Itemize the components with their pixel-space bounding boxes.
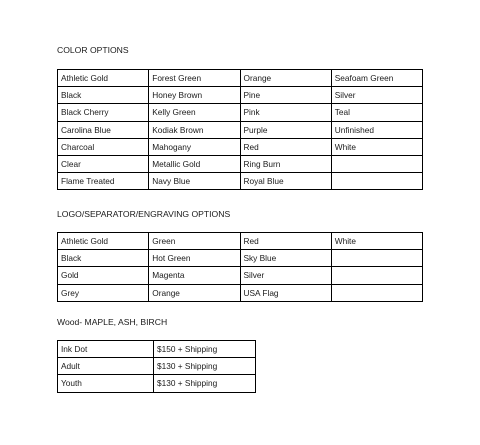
- table-cell: $130 + Shipping: [154, 358, 256, 375]
- table-cell: Athletic Gold: [58, 70, 149, 87]
- table-cell: White: [331, 138, 422, 155]
- table-cell: Unfinished: [331, 121, 422, 138]
- table-cell: Green: [149, 233, 240, 250]
- table-cell: Clear: [58, 155, 149, 172]
- color-options-heading: COLOR OPTIONS: [57, 45, 129, 55]
- table-row: [58, 155, 423, 172]
- table-cell: Silver: [331, 87, 422, 104]
- table-row: [58, 284, 423, 301]
- table-cell: [331, 284, 422, 301]
- table-cell: [331, 155, 422, 172]
- table-row: [58, 375, 256, 392]
- table-cell: Metallic Gold: [149, 155, 240, 172]
- table-cell: Navy Blue: [149, 173, 240, 190]
- color-options-table: [57, 69, 423, 190]
- table-cell: Kodiak Brown: [149, 121, 240, 138]
- table-cell: Carolina Blue: [58, 121, 149, 138]
- logo-options-heading: LOGO/SEPARATOR/ENGRAVING OPTIONS: [57, 209, 231, 219]
- logo-options-body: [58, 233, 423, 302]
- table-cell: Black: [58, 87, 149, 104]
- table-cell: USA Flag: [240, 284, 331, 301]
- table-cell: Kelly Green: [149, 104, 240, 121]
- table-cell: $130 + Shipping: [154, 375, 256, 392]
- price-body: [58, 341, 256, 393]
- table-cell: [331, 173, 422, 190]
- table-cell: Athletic Gold: [58, 233, 149, 250]
- table-cell: Honey Brown: [149, 87, 240, 104]
- table-cell: Pink: [240, 104, 331, 121]
- table-cell: Ring Burn: [240, 155, 331, 172]
- table-cell: Mahogany: [149, 138, 240, 155]
- table-cell: Gold: [58, 267, 149, 284]
- table-cell: Sky Blue: [240, 250, 331, 267]
- table-cell: Grey: [58, 284, 149, 301]
- table-cell: Red: [240, 138, 331, 155]
- table-cell: Charcoal: [58, 138, 149, 155]
- table-cell: Royal Blue: [240, 173, 331, 190]
- table-cell: Forest Green: [149, 70, 240, 87]
- table-cell: Black Cherry: [58, 104, 149, 121]
- table-cell: Seafoam Green: [331, 70, 422, 87]
- table-cell: Flame Treated: [58, 173, 149, 190]
- table-cell: $150 + Shipping: [154, 341, 256, 358]
- table-row: [58, 70, 423, 87]
- table-cell: Purple: [240, 121, 331, 138]
- wood-types-heading: Wood- MAPLE, ASH, BIRCH: [57, 317, 168, 327]
- table-row: [58, 121, 423, 138]
- table-row: [58, 173, 423, 190]
- table-cell: White: [331, 233, 422, 250]
- table-cell: Teal: [331, 104, 422, 121]
- table-cell: Red: [240, 233, 331, 250]
- table-cell: Black: [58, 250, 149, 267]
- table-row: [58, 233, 423, 250]
- table-cell: Silver: [240, 267, 331, 284]
- table-row: [58, 138, 423, 155]
- table-cell: [331, 250, 422, 267]
- table-cell: Youth: [58, 375, 154, 392]
- table-row: [58, 267, 423, 284]
- table-row: [58, 358, 256, 375]
- table-row: [58, 104, 423, 121]
- table-cell: Orange: [240, 70, 331, 87]
- logo-options-table: [57, 232, 423, 302]
- table-cell: Hot Green: [149, 250, 240, 267]
- price-table: [57, 340, 256, 393]
- table-row: [58, 87, 423, 104]
- table-cell: [331, 267, 422, 284]
- table-cell: Pine: [240, 87, 331, 104]
- table-cell: Magenta: [149, 267, 240, 284]
- table-row: [58, 341, 256, 358]
- table-cell: Orange: [149, 284, 240, 301]
- table-row: [58, 250, 423, 267]
- color-options-body: [58, 70, 423, 190]
- table-cell: Ink Dot: [58, 341, 154, 358]
- table-cell: Adult: [58, 358, 154, 375]
